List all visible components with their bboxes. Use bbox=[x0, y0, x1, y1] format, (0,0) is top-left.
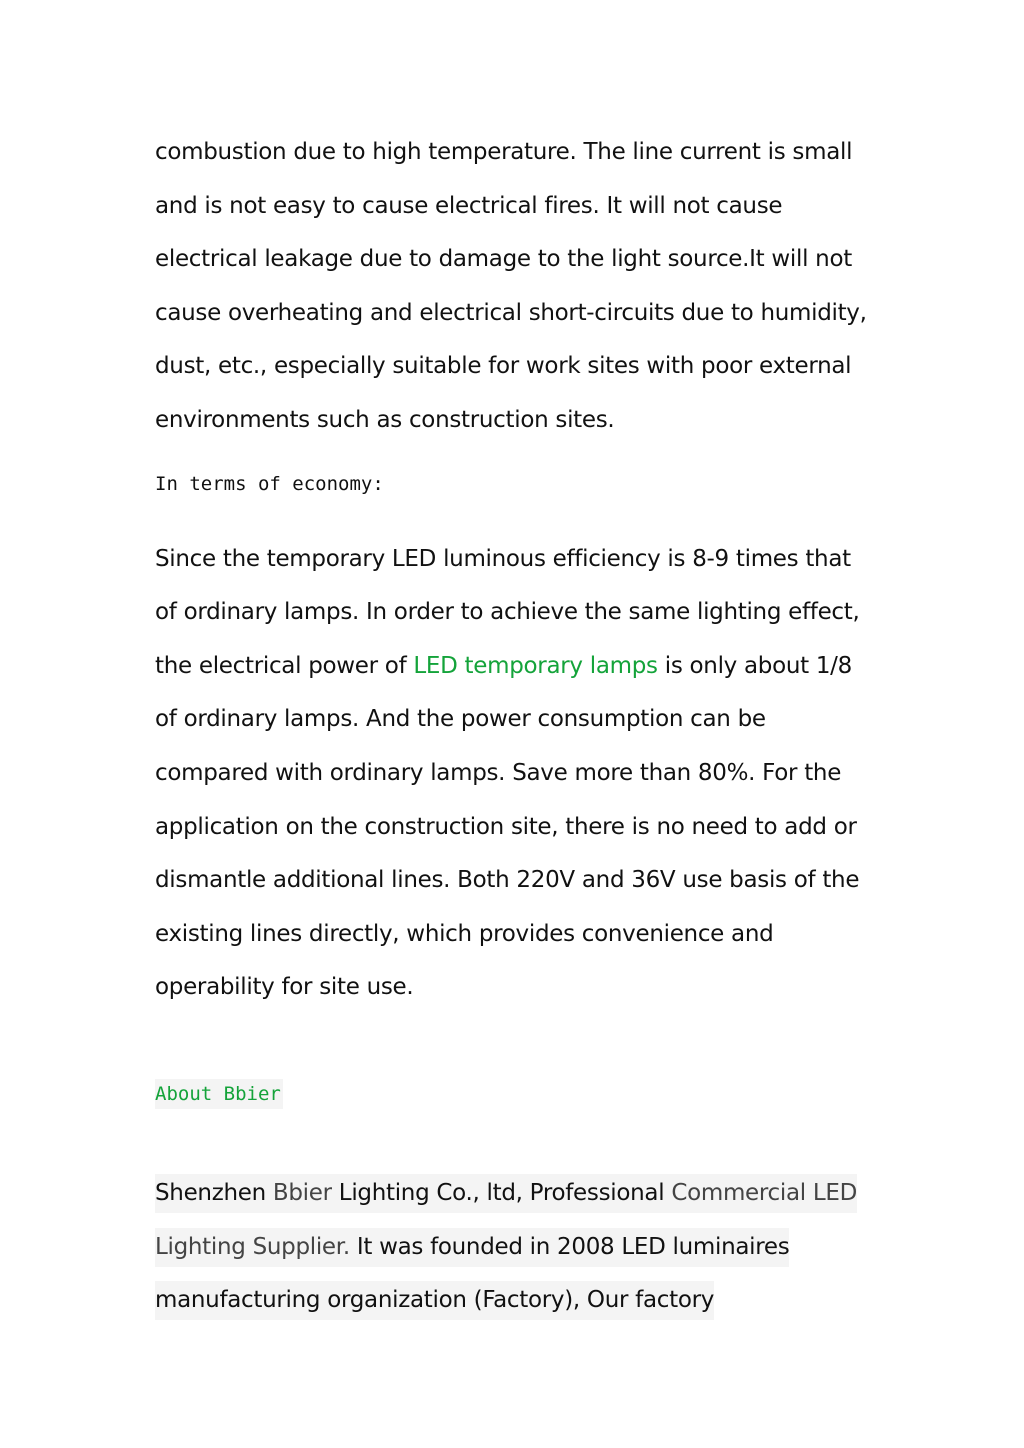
about-text-1: Shenzhen bbox=[155, 1174, 273, 1213]
led-temporary-lamps-link[interactable]: LED temporary lamps bbox=[413, 652, 658, 679]
bbier-link[interactable]: Bbier bbox=[273, 1174, 332, 1213]
paragraph-economy-text-1: Since the temporary LED luminous efficiency is 8-9 times that of ordinary lamps. In order to achieve the same lighting effect, the electrical power of bbox=[155, 545, 860, 679]
about-text-3: It was founded in 2008 LED luminaires manufacturing organization (Factory), Our factory bbox=[155, 1228, 789, 1321]
paragraph-safety: combustion due to high temperature. The line current is small and is not easy to cause electrical fires. It will not cause electrical leakage due to damage to the light source.It will not cause overheating and electrical short-circuits due to humidity, dust, etc., especially suitable for work sites with poor external environments such as construction sites. bbox=[155, 139, 867, 433]
about-text-2: Lighting Co., ltd, Professional bbox=[332, 1174, 672, 1213]
paragraph-economy-text-2: is only about 1/8 of ordinary lamps. And the power consumption can be compared with ordinary lamps. Save more than 80%. For the application on the construction site, there is no need to add or dismantle additional lines. Both 220V and 36V use basis of the existing lines directly, which provides convenience and operability for site use. bbox=[155, 652, 860, 1001]
paragraph-about bbox=[155, 1167, 871, 1328]
document-body bbox=[155, 126, 871, 1328]
economy-heading: In terms of economy: bbox=[155, 472, 384, 495]
about-heading: About Bbier bbox=[155, 1079, 283, 1109]
commercial-led-lighting-supplier-link[interactable]: Commercial LED Lighting Supplier. bbox=[155, 1174, 857, 1267]
paragraph-economy bbox=[155, 533, 871, 1015]
